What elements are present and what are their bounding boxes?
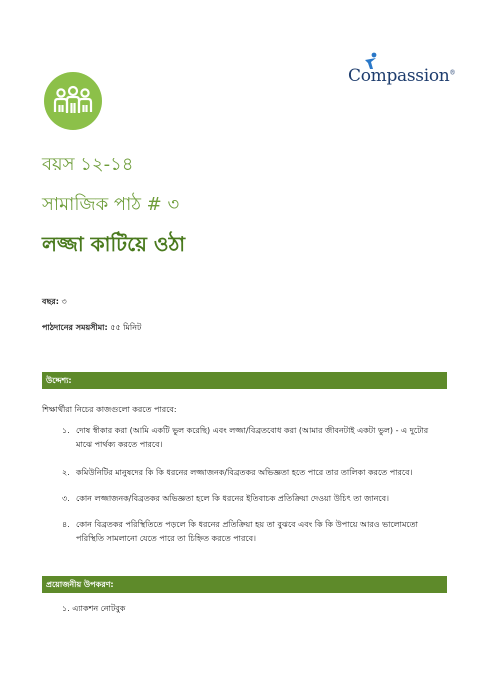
objective-number: ৩. (62, 494, 70, 503)
lesson-number-heading: সামাজিক পাঠ # ৩ (42, 194, 180, 215)
objective-text: কোন লজ্জাজনক/বিব্রতকর অভিজ্ঞতা হলে কি ধরনের ইতিবাচক প্রতিক্রিয়া দেওয়া উচিৎ তা জানবে। (76, 494, 389, 503)
objective-text: কোন বিব্রতকর পরিস্থিতিতে পড়লে কি ধরনের প্রতিক্রিয়া হয় তা বুঝবে এবং কি কি উপায়ে আরও ভালোমতো পরিস্থিতি সামলানো যেতে পারে তা চিহ্নিত করতে পারবে। (76, 520, 418, 543)
year-label: বছর: (42, 297, 59, 306)
materials-heading-bar: প্রয়োজনীয় উপকরণ: (42, 576, 447, 593)
objective-text: কমিউনিটির মানুষদের কি কি ধরনের লজ্জাজনক/বিব্রতকর অভিজ্ঞতা হতে পারে তার তালিকা করতে পারবে। (76, 468, 413, 477)
objective-number: ৪. (62, 520, 70, 529)
compassion-logo (348, 52, 456, 92)
group-of-people-icon (44, 72, 102, 130)
time-line (42, 322, 141, 335)
material-item (62, 603, 125, 616)
lesson-title: লজ্জা কাটিয়ে ওঠা (42, 232, 186, 256)
year-line (42, 296, 67, 309)
objective-text: দোষ স্বীকার করা (আমি একটি ভুল করেছি) এবং লজ্জা/বিব্রতবোধ করা (আমার জীবনটাই একটা ভুল) - এ দুটোর মাঝে পার্থক্য করতে পারবে। (76, 426, 429, 449)
objectives-intro: শিক্ষার্থীরা নিচের কাজগুলো করতে পারবে: (42, 405, 177, 414)
age-group-badge (44, 72, 102, 130)
material-text: এ্যাকশন নোটবুক (72, 604, 126, 613)
objective-number: ২. (62, 468, 70, 477)
age-range-heading: বয়স ১২-১৪ (42, 154, 134, 175)
objective-number: ১. (62, 426, 70, 435)
material-number: ১. (62, 604, 70, 613)
time-label: পাঠদানের সময়সীমা: (42, 323, 108, 332)
logo-text: Compassion® (348, 66, 456, 86)
objectives-heading-bar: উদ্দেশ্য: (42, 372, 447, 389)
time-value: ৫৫ মিনিট (110, 323, 142, 332)
year-value: ৩ (61, 297, 67, 306)
